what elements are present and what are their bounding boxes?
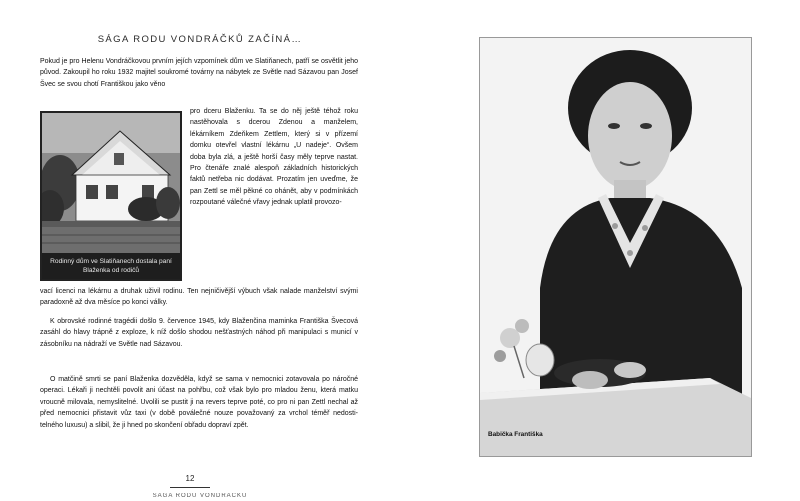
page-number: 12 bbox=[185, 474, 195, 483]
running-footer: SÁGA RODU VONDRÁČKŮ bbox=[152, 493, 248, 499]
portrait-photo bbox=[479, 37, 752, 457]
portrait-photo-image bbox=[480, 38, 751, 456]
house-photo-caption: Rodinný dům ve Slatiňanech dostala paní Blaženka od rodičů bbox=[42, 253, 180, 279]
portrait-caption: Babička Františka bbox=[488, 431, 543, 438]
page-number-rule bbox=[170, 487, 210, 488]
chapter-title: SÁGA RODU VONDRÁČKŮ ZAČÍNÁ… bbox=[97, 34, 303, 45]
paragraph-5: O matčině smrti se paní Blaženka dozvěděla, když se sama v nemocnici zotavovala po náročné operaci. Lékaři ji nechtěli povolit ani účast na pohřbu, což však bylo pro mladou ženu, která matku vroucně milovala, nemyslitelné. Uvolili se pustit ji na revers teprve poté, co pro ni pan Zettl nechal až před nemocnici přistavit vůz taxi (v době poválečné nouze považovaný za vrchol téměř nedosti-telného luxusu) a slibil, že ji hned po skončení obřadu dopraví zpět. bbox=[40, 376, 358, 429]
paragraph-1: Pokud je pro Helenu Vondráčkovou prvním jejích vzpomínek dům ve Slatiňanech, patří se osvětlit jeho původ. Zakoupil ho roku 1932 majitel soukromé továrny na nábytek ze Světle nad Sázavou pan Josef Švec se svou chotí Františkou jako věno bbox=[40, 58, 358, 88]
paragraph-3: vací licenci na lékárnu a druhak uživil rodinu. Ten nejničivější výbuch však nalade manželství svými paradoxně až dva měsíce po konci války. bbox=[40, 288, 358, 307]
paragraph-4: K obrovské rodinné tragédii došlo 9. července 1945, kdy Blaženčina maminka Františka Švecová zasáhl do hlavy trápně z exploze, k níž došlo shodou nešťastných náhod při manipulaci s municí v zásobníku na nádraží ve Světle nad Sázavou. bbox=[40, 318, 358, 348]
paragraph-2: pro dceru Blaženku. Ta se do něj ještě téhož roku nastěhovala s dcerou Zdenou a manželem, lékárníkem Zdeňkem Zettlem, který si v přízemí domku otevřel vlastní lékárnu „U nadeje“. Ovšem doba byla zlá, a ještě horší časy měly teprve nastat. Pro čtenáře znalé alespoň základních historických faktů netřeba nic dodávat. Prozatím jen uveďme, že pan Zettl se měl pěkné co ohánět, aby v podmínkách rozpoutané válečné vřavy jednak uplatil provozo- bbox=[190, 108, 358, 207]
house-photo bbox=[40, 111, 182, 281]
